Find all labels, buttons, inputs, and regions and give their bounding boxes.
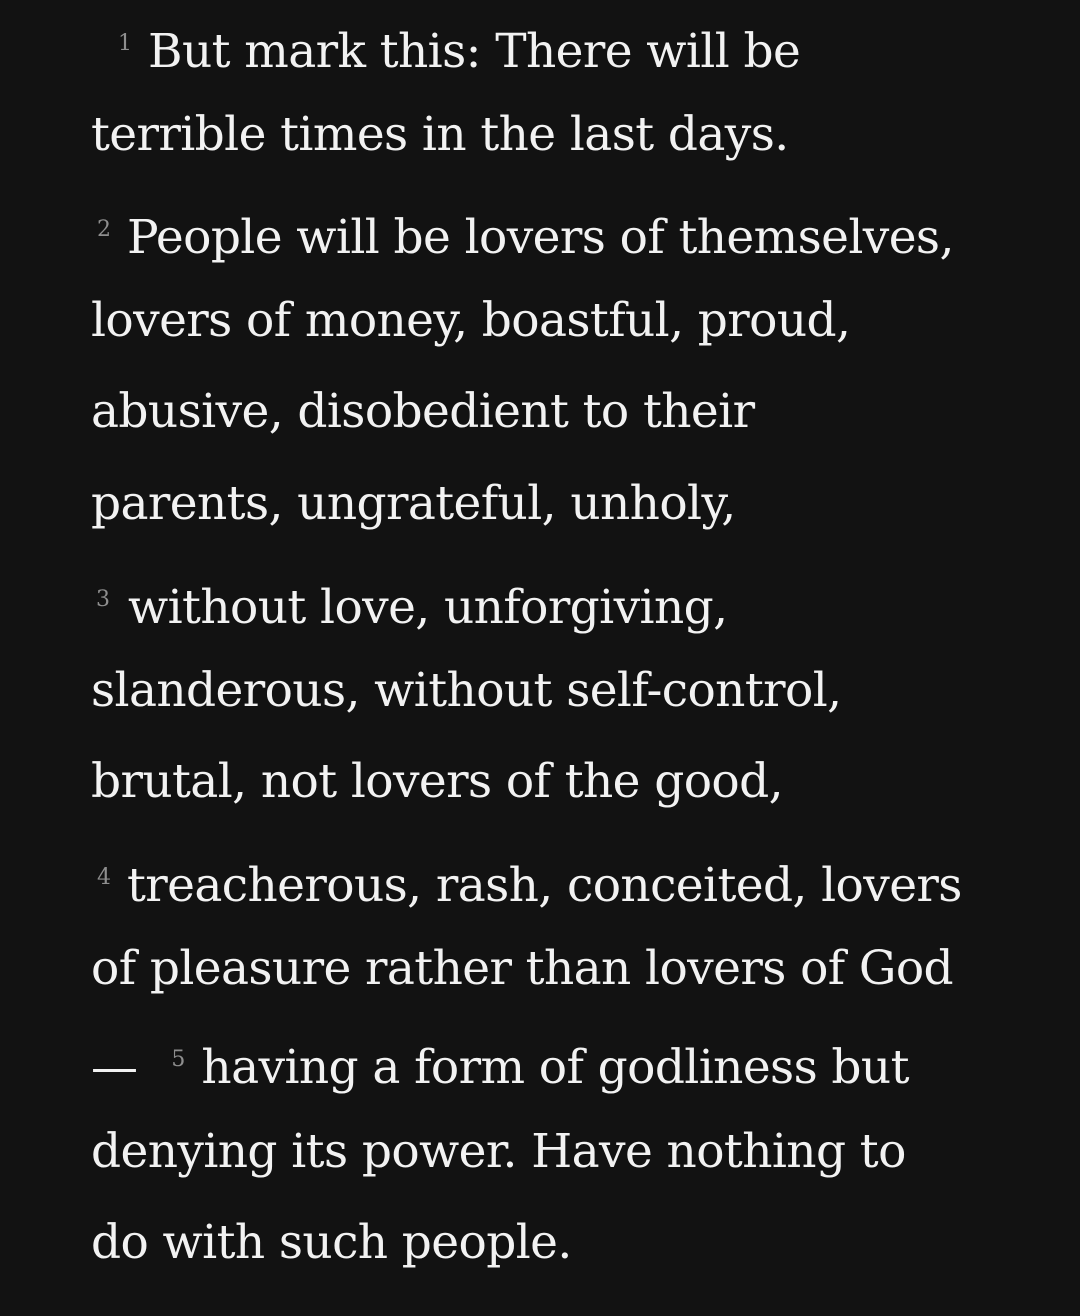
verse-3-text-1: without love, unforgiving, [128, 580, 728, 635]
verse-1-line-1 [118, 16, 800, 80]
verse-number-4: 4 [97, 865, 111, 890]
verse-2-text-4: parents, ungrateful, unholy, [91, 476, 736, 531]
verse-3-text-3: brutal, not lovers of the good, [91, 754, 783, 809]
verse-2-text-1: People will be lovers of themselves, [127, 210, 954, 265]
verse-3-line-1 [96, 572, 728, 636]
verse-5-text-3: do with such people. [91, 1215, 572, 1270]
verse-2-line-4 [91, 476, 736, 532]
verse-4-text-2: of pleasure rather than lovers of God [91, 941, 954, 996]
verse-4-text-1: treacherous, rash, conceited, lovers [127, 858, 962, 913]
verse-4-line-2 [91, 941, 953, 997]
verse-2-line-1 [97, 202, 954, 266]
verse-4-line-1 [97, 850, 962, 914]
verse-1-line-2 [91, 107, 789, 163]
verse-number-3: 3 [96, 587, 110, 612]
verse-4-5-line [91, 1032, 909, 1096]
verse-2-line-3 [91, 384, 754, 440]
verse-2-text-2: lovers of money, boastful, proud, [91, 293, 851, 348]
verse-3-line-3 [91, 754, 783, 810]
verse-5-text-1: having a form of godliness but [201, 1040, 909, 1095]
verse-4-text-3: — [91, 1040, 138, 1095]
verse-5-text-2: denying its power. Have nothing to [91, 1124, 906, 1179]
verse-3-text-2: slanderous, without self-control, [91, 663, 842, 718]
verse-number-1: 1 [118, 31, 132, 56]
verse-2-line-2 [91, 293, 850, 349]
verse-2-text-3: abusive, disobedient to their [91, 384, 755, 439]
verse-3-line-2 [91, 663, 841, 719]
verse-5-line-2 [91, 1124, 906, 1180]
verse-1-text-1: But mark this: There will be [148, 24, 801, 79]
verse-1-text-2: terrible times in the last days. [91, 107, 789, 162]
verse-number-5: 5 [171, 1047, 186, 1072]
verse-5-line-3 [91, 1215, 572, 1271]
verse-number-2: 2 [97, 217, 111, 242]
